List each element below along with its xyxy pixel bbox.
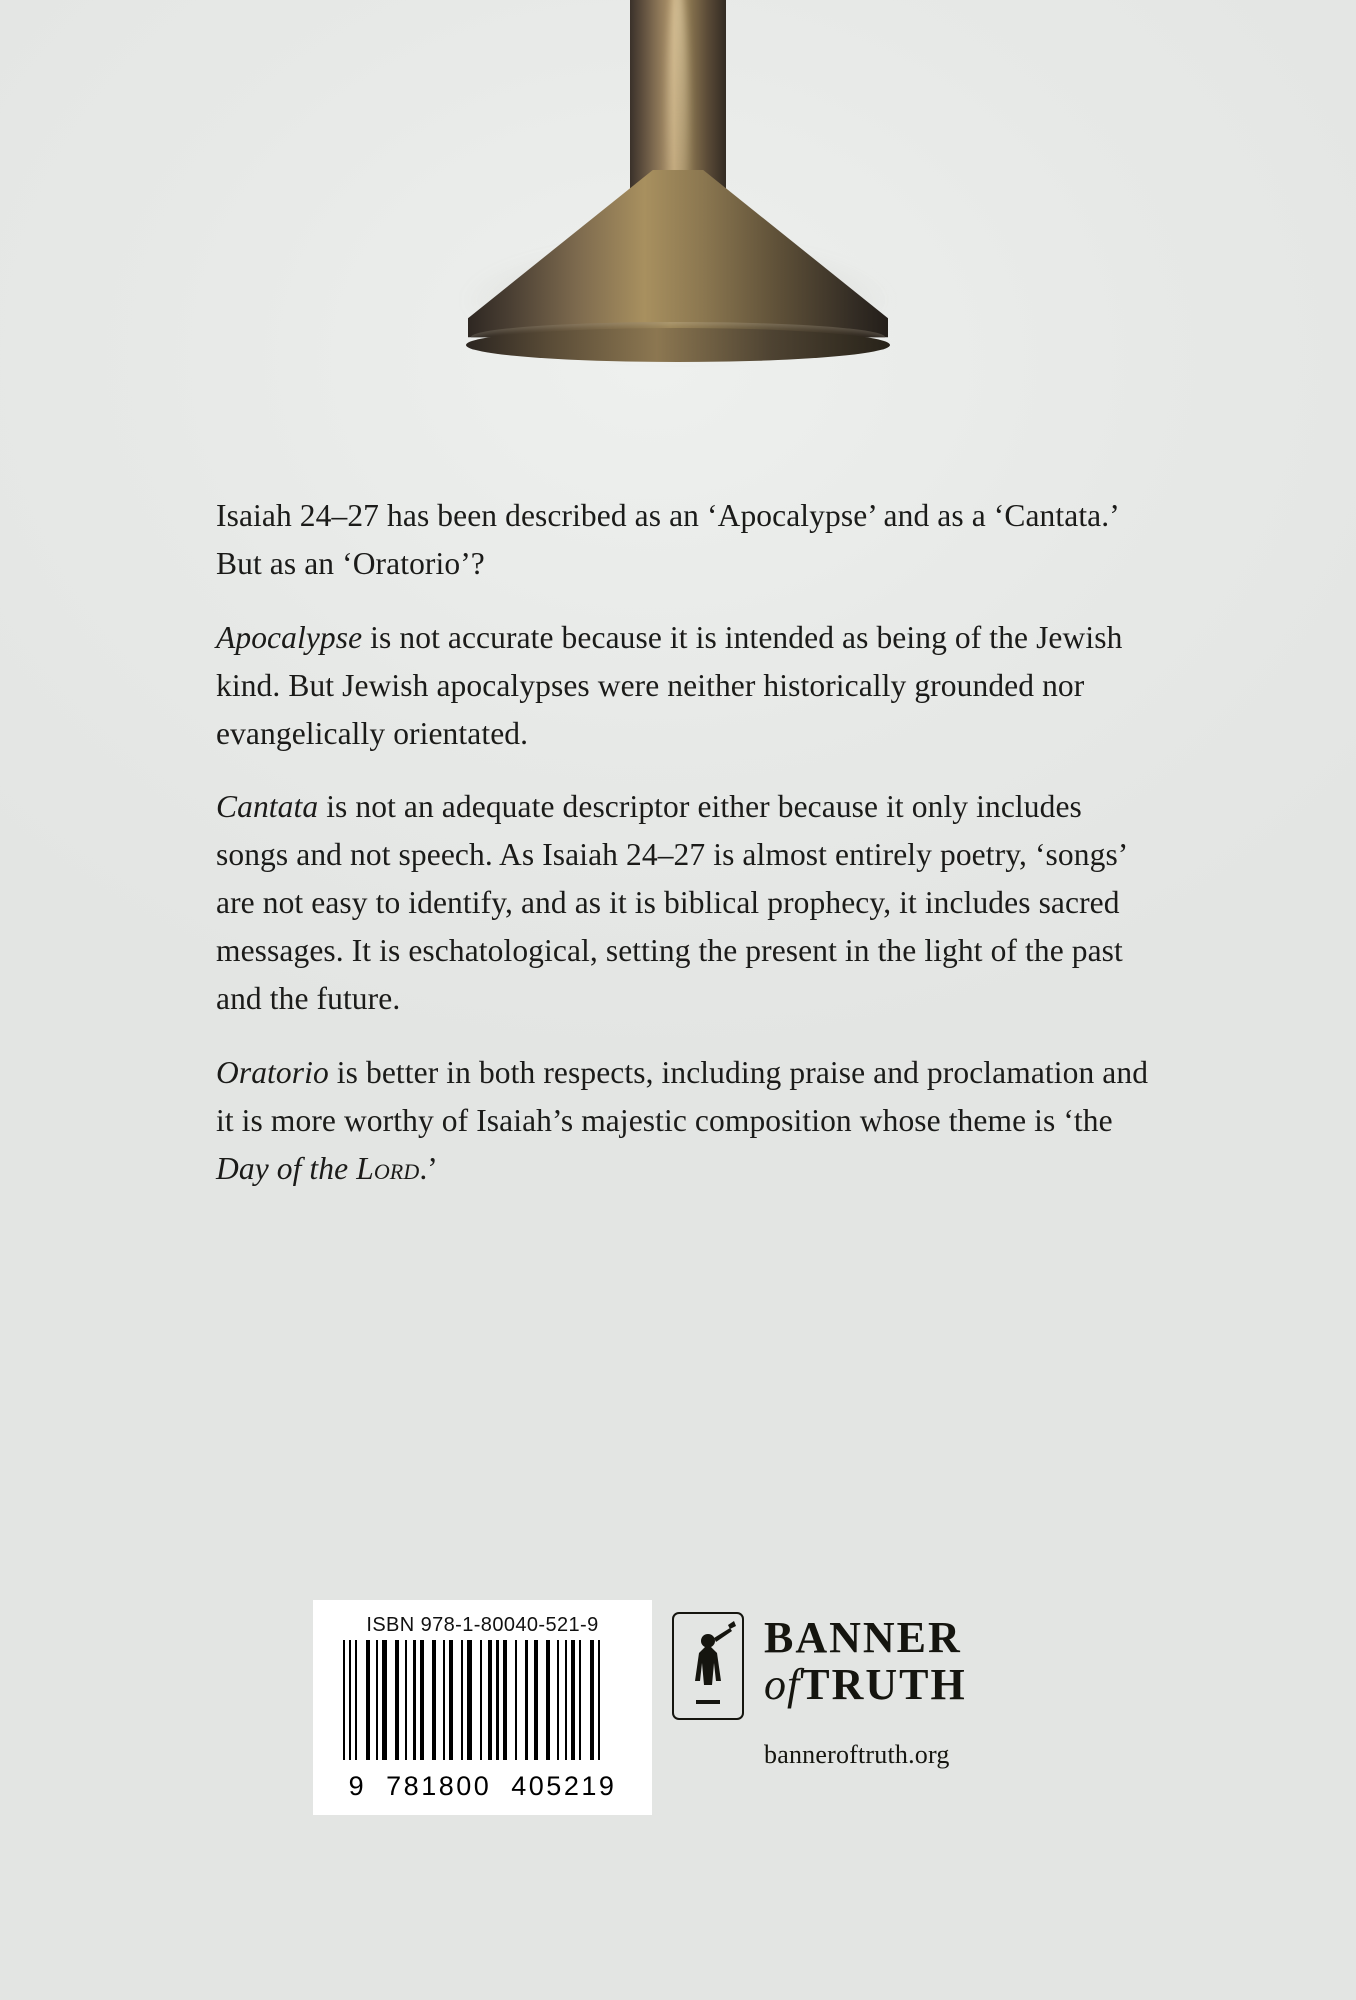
- back-cover-blurb: [216, 492, 1156, 1192]
- barcode-digit-group-2: 781800: [386, 1771, 492, 1801]
- blurb-text: Isaiah 24–27 has been described as an ‘Apocalypse’ and as a ‘Cantata.’ But as an ‘Oratorio’?: [216, 498, 1118, 581]
- blurb-text: is not an adequate descriptor either because it only includes songs and not speech. As Isaiah 24–27 is almost entirely poetry, ‘songs’ are not easy to identify, and as it is biblical prophecy, it includes sacred messages. It is eschatological, setting the present in the light of the past and the future.: [216, 789, 1127, 1016]
- publisher-name: [764, 1613, 1014, 1709]
- isbn-label: ISBN 978-1-80040-521-9: [366, 1614, 599, 1636]
- blurb-text: is not accurate because it is intended as being of the Jewish kind. But Jewish apocalypses were neither historically grounded nor evangelically orientated.: [216, 619, 1123, 751]
- isbn-barcode: [313, 1600, 652, 1815]
- blurb-text: is better in both respects, including praise and proclamation and it is more worthy of Isaiah’s majestic composition whose theme is ‘the: [216, 1054, 1149, 1138]
- barcode-digit-group-3: 405219: [511, 1771, 617, 1801]
- blurb-emphasis-ord-smallcaps: ord: [373, 1150, 420, 1186]
- publisher-name-of: of: [764, 1660, 801, 1709]
- barcode-digit-group-1: 9: [348, 1771, 367, 1801]
- blurb-paragraph-2: [216, 614, 1156, 758]
- cover-footer: [0, 1600, 1356, 1850]
- publisher-name-banner: BANNER: [764, 1613, 962, 1662]
- publisher-website: banneroftruth.org: [764, 1740, 950, 1769]
- blurb-paragraph-1: [216, 492, 1156, 588]
- blurb-paragraph-3: [216, 783, 1156, 1022]
- barcode-digits: [313, 1771, 652, 1802]
- trumpet-photo: [0, 0, 1356, 420]
- blurb-paragraph-4: [216, 1049, 1156, 1193]
- blurb-emphasis-day-of-the-l: Day of the L: [216, 1150, 374, 1186]
- publisher-logo: [672, 1612, 1012, 1812]
- blurb-emphasis-apocalypse: Apocalypse: [216, 619, 363, 655]
- blurb-text: .’: [419, 1150, 438, 1186]
- publisher-name-truth: TRUTH: [800, 1660, 967, 1709]
- trumpet-bell-rim: [466, 328, 890, 362]
- blurb-emphasis-cantata: Cantata: [216, 789, 319, 825]
- barcode-bars: [343, 1640, 623, 1760]
- blurb-emphasis-oratorio: Oratorio: [216, 1054, 329, 1090]
- trumpeter-figure-emblem-icon: [672, 1612, 744, 1720]
- publisher-name-of-truth: [764, 1660, 1014, 1709]
